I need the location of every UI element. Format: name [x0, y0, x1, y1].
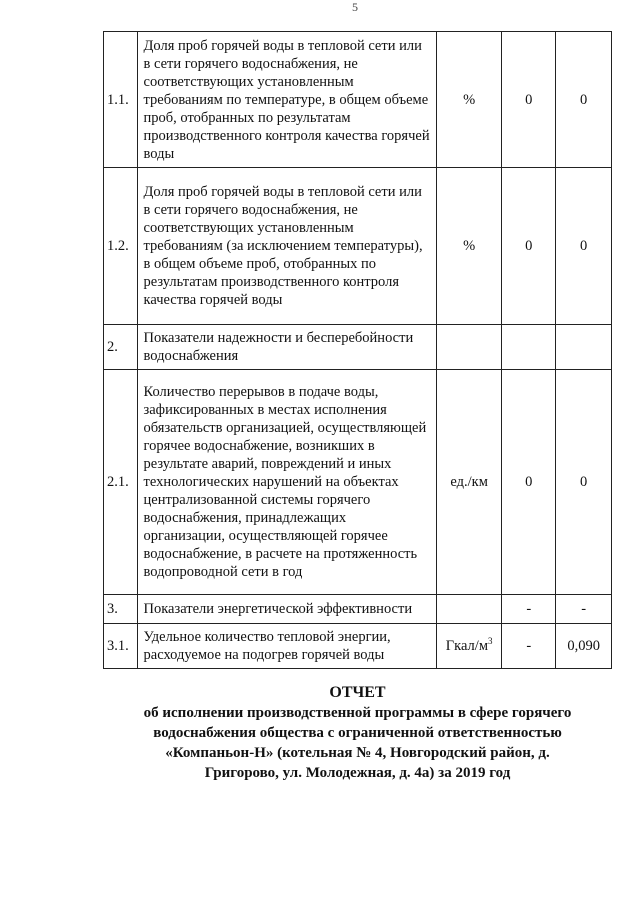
row-value-actual: 0,090 — [556, 624, 612, 669]
row-value-planned: - — [502, 624, 556, 669]
row-number: 2.1. — [104, 370, 138, 595]
indicators-table — [103, 31, 612, 669]
row-indicator-name: Показатели надежности и бесперебойности водоснабжения — [137, 325, 437, 370]
row-unit — [437, 624, 502, 669]
row-number: 1.1. — [104, 32, 138, 168]
page-number: 5 — [352, 0, 358, 14]
unit-text: Гкал/м — [445, 638, 488, 654]
report-heading: ОТЧЕТ — [329, 684, 386, 701]
report-subtitle-line: водоснабжения общества с ограниченной ответственностью — [153, 725, 562, 741]
row-value-planned: 0 — [502, 168, 556, 325]
row-unit — [437, 325, 502, 370]
row-indicator-name: Доля проб горячей воды в тепловой сети или в сети горячего водоснабжения, не соответствующих установленным требованиям (за исключением температуры), в общем объеме проб, отобранных по результатам производственного контроля качества горячей воды — [137, 168, 437, 325]
row-indicator-name: Количество перерывов в подаче воды, зафиксированных в местах исполнения обязательств организацией, осуществляющей горячее водоснабжение, возникших в результате аварий, повреждений и иных технологических нарушений на объектах централизованной системы горячего водоснабжения, принадлежащих организации, осуществляющей горячее водоснабжение, в расчете на протяженность водопроводной сети в год — [137, 370, 437, 595]
row-value-planned — [502, 325, 556, 370]
row-indicator-name: Показатели энергетической эффективности — [137, 595, 437, 624]
report-title — [103, 683, 612, 783]
row-value-actual: - — [556, 595, 612, 624]
table-row — [104, 168, 612, 325]
row-value-planned: - — [502, 595, 556, 624]
table-row — [104, 595, 612, 624]
row-unit: ед./км — [437, 370, 502, 595]
report-subtitle-line: «Компаньон-Н» (котельная № 4, Новгородский район, д. — [165, 745, 550, 761]
table-row — [104, 325, 612, 370]
table-row — [104, 32, 612, 168]
row-unit — [437, 595, 502, 624]
row-value-actual: 0 — [556, 168, 612, 325]
row-unit: % — [437, 32, 502, 168]
row-number: 3.1. — [104, 624, 138, 669]
row-value-actual — [556, 325, 612, 370]
row-value-actual: 0 — [556, 32, 612, 168]
row-indicator-name: Доля проб горячей воды в тепловой сети или в сети горячего водоснабжения, не соответствующих установленным требованиям по температуре, в общем объеме проб, отобранных по результатам производственного контроля качества горячей воды — [137, 32, 437, 168]
unit-superscript: 3 — [488, 636, 493, 647]
row-number: 1.2. — [104, 168, 138, 325]
table-row — [104, 624, 612, 669]
row-number: 3. — [104, 595, 138, 624]
row-value-actual: 0 — [556, 370, 612, 595]
report-subtitle-line: Григорово, ул. Молодежная, д. 4а) за 2019 год — [204, 765, 511, 781]
row-number: 2. — [104, 325, 138, 370]
report-subtitle-line: об исполнении производственной программы в сфере горячего — [143, 705, 572, 721]
row-unit: % — [437, 168, 502, 325]
row-value-planned: 0 — [502, 370, 556, 595]
row-value-planned: 0 — [502, 32, 556, 168]
row-indicator-name: Удельное количество тепловой энергии, расходуемое на подогрев горячей воды — [137, 624, 437, 669]
table-row — [104, 370, 612, 595]
